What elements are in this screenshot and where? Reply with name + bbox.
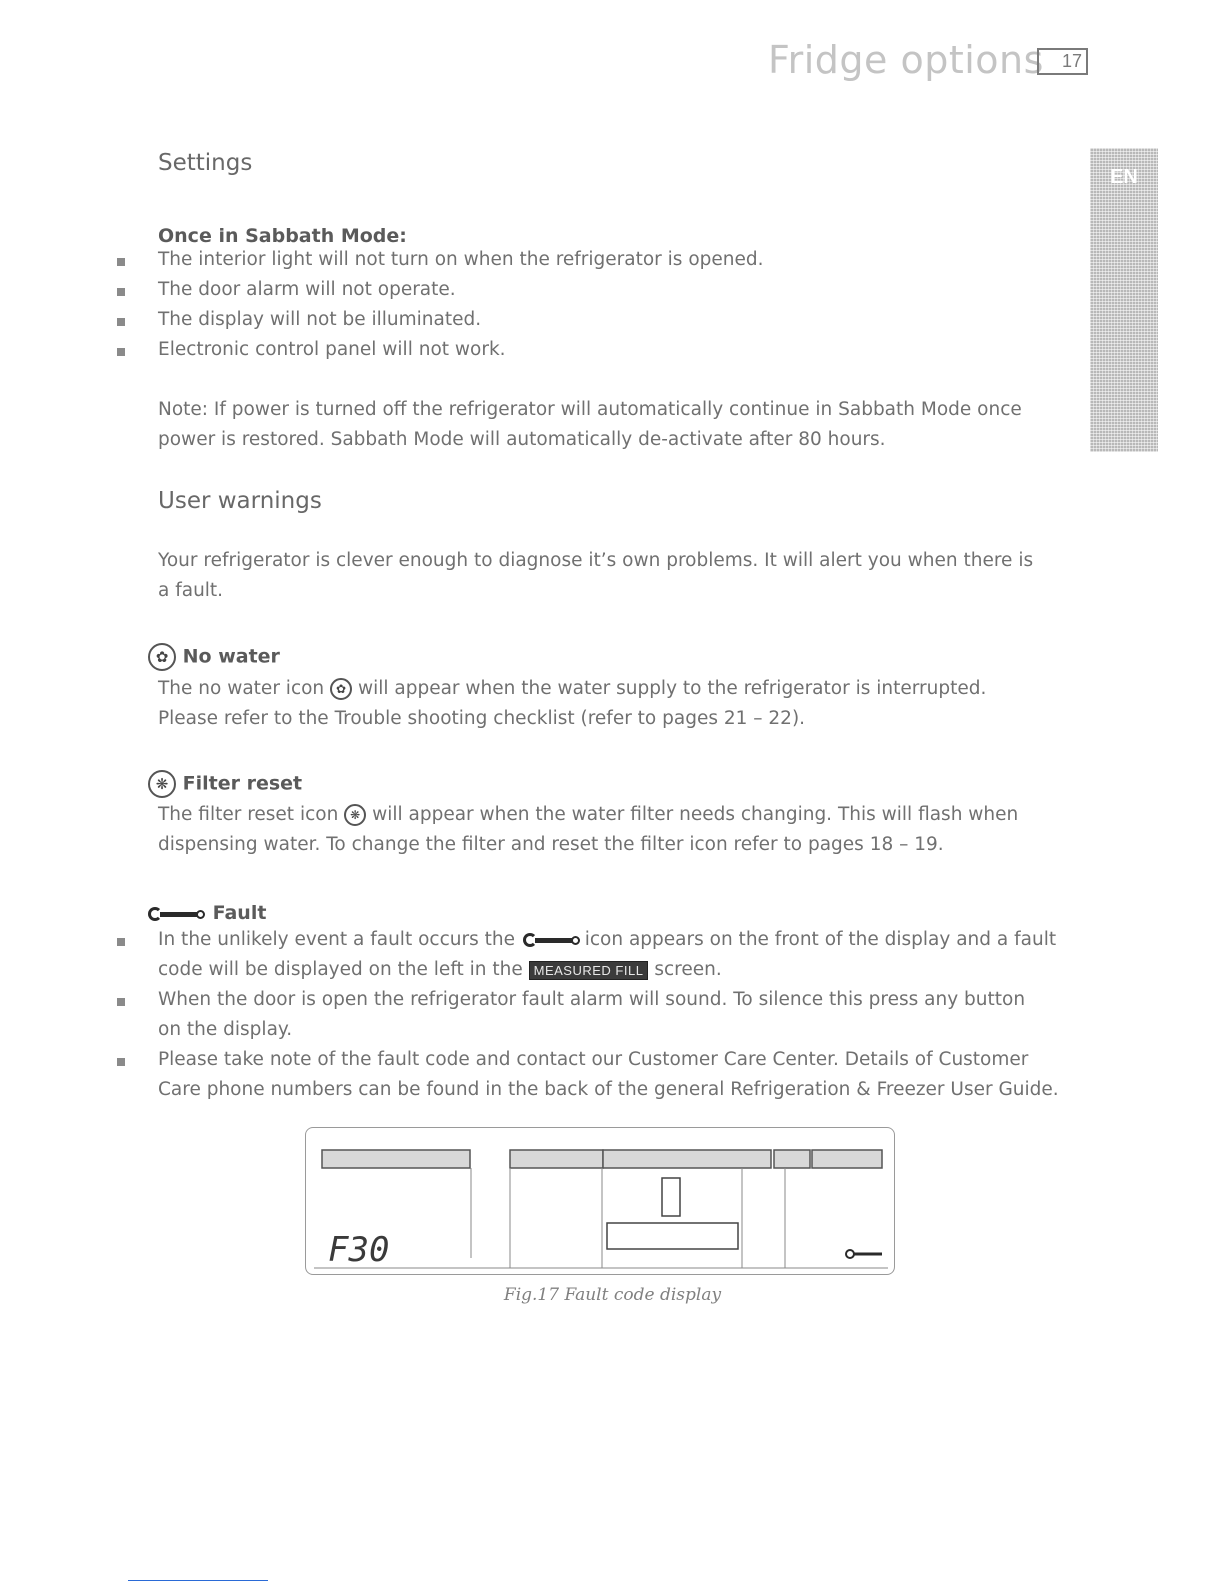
page-number: 17 — [1037, 48, 1088, 75]
language-label: EN — [1110, 166, 1138, 188]
user-warnings-intro: a fault. — [158, 580, 224, 601]
fault-bullet-1-cont — [158, 959, 722, 980]
bullet-marker — [117, 318, 125, 326]
fault-text-d: screen. — [654, 959, 722, 980]
no-water-text-b: will appear when the water supply to the refrigerator is interrupted. — [357, 678, 987, 699]
fault-text-a: In the unlikely event a fault occurs the — [158, 929, 515, 950]
fault-bullet-3-cont: Care phone numbers can be found in the back of the general Refrigeration & Freezer User Guide. — [158, 1079, 1059, 1100]
bullet-marker — [117, 258, 125, 266]
filter-reset-text — [158, 804, 1018, 826]
no-water-icon: ✿ — [148, 643, 176, 671]
settings-heading: Settings — [158, 150, 253, 176]
fault-code: F30 — [328, 1230, 390, 1270]
display-horizontal-segment — [607, 1223, 738, 1249]
filter-reset-refer: dispensing water. To change the filter and reset the filter icon refer to pages 18 – 19. — [158, 834, 944, 855]
filter-reset-heading: Filter reset — [182, 772, 303, 795]
display-segment-bar — [603, 1150, 771, 1168]
figure-caption: Fig.17 Fault code display — [503, 1285, 722, 1305]
user-warnings-heading: User warnings — [158, 488, 322, 514]
fault-display-drawing — [306, 1128, 896, 1276]
display-vertical-segment — [662, 1178, 680, 1216]
bullet-marker — [117, 938, 125, 946]
no-water-icon: ✿ — [330, 678, 352, 700]
bullet-marker — [117, 348, 125, 356]
sabbath-note: power is restored. Sabbath Mode will automatically de-activate after 80 hours. — [158, 429, 886, 450]
wrench-icon — [521, 933, 579, 947]
no-water-heading-row — [148, 643, 280, 671]
no-water-text-a: The no water icon — [158, 678, 325, 699]
fault-text-c: code will be displayed on the left in the — [158, 959, 523, 980]
footer-rule — [128, 1580, 268, 1581]
fault-bullet-2: When the door is open the refrigerator fault alarm will sound. To silence this press any button — [158, 989, 1026, 1010]
settings-bullet: The interior light will not turn on when the refrigerator is opened. — [158, 249, 764, 270]
bullet-marker — [117, 998, 125, 1006]
fault-text-b: icon appears on the front of the display and a fault — [584, 929, 1057, 950]
fault-heading-row — [146, 902, 266, 924]
no-water-refer: Please refer to the Trouble shooting checklist (refer to pages 21 – 22). — [158, 708, 806, 729]
filter-reset-heading-row — [148, 770, 302, 798]
wrench-icon — [146, 907, 206, 921]
settings-bullet: The door alarm will not operate. — [158, 279, 456, 300]
measured-fill-label: MEASURED FILL — [529, 961, 649, 980]
language-tab — [1090, 148, 1158, 452]
display-segment-bar — [510, 1150, 603, 1168]
wrench-icon — [846, 1250, 882, 1258]
user-warnings-intro: Your refrigerator is clever enough to diagnose it’s own problems. It will alert you when there is — [158, 550, 1034, 571]
page-title: Fridge options — [768, 38, 1044, 82]
bullet-marker — [117, 288, 125, 296]
filter-reset-text-b: will appear when the water filter needs changing. This will flash when — [372, 804, 1019, 825]
fault-display-panel — [305, 1127, 895, 1275]
filter-reset-icon: ❋ — [148, 770, 176, 798]
fault-bullet-2-cont: on the display. — [158, 1019, 293, 1040]
filter-reset-text-a: The filter reset icon — [158, 804, 339, 825]
display-segment-bar — [774, 1150, 810, 1168]
sabbath-note: Note: If power is turned off the refrigerator will automatically continue in Sabbath Mode once — [158, 399, 1022, 420]
filter-reset-icon: ❋ — [344, 804, 366, 826]
bullet-marker — [117, 1058, 125, 1066]
settings-bullet: Electronic control panel will not work. — [158, 339, 506, 360]
fault-bullet-3: Please take note of the fault code and contact our Customer Care Center. Details of Customer — [158, 1049, 1029, 1070]
sabbath-subheading: Once in Sabbath Mode: — [158, 225, 407, 247]
display-segment-bar — [322, 1150, 470, 1168]
no-water-text — [158, 678, 986, 700]
settings-bullet: The display will not be illuminated. — [158, 309, 482, 330]
display-segment-bar — [812, 1150, 882, 1168]
fault-heading: Fault — [212, 902, 267, 924]
fault-bullet-1 — [158, 929, 1056, 950]
no-water-heading: No water — [182, 645, 280, 668]
